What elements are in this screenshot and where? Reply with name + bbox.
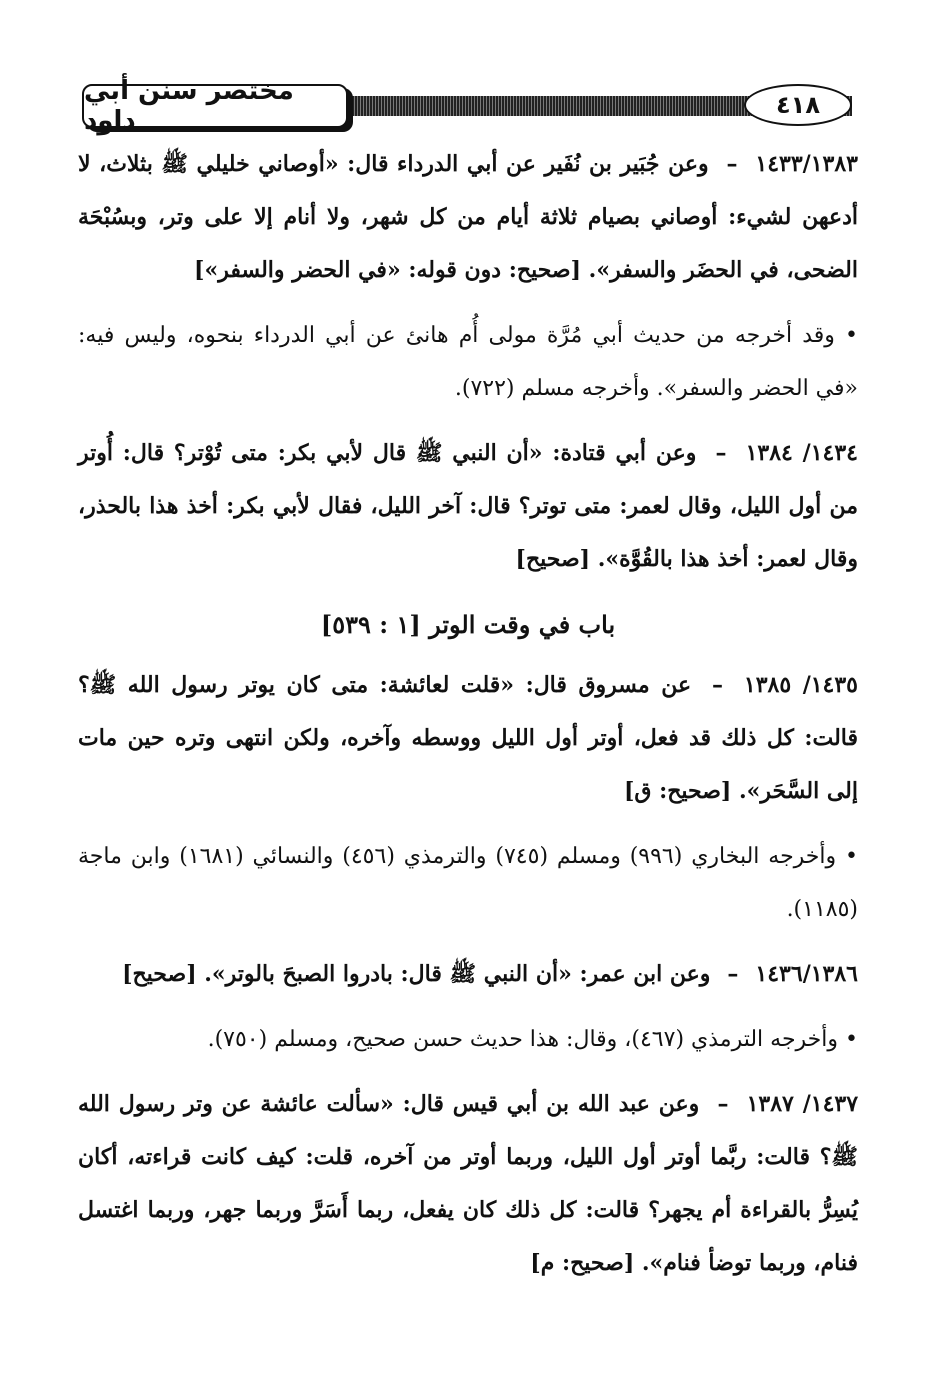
hadith-text: وعن عبد الله بن أبي قيس قال: «سألت عائشة عن وتر رسول الله ﷺ؟ قالت: ربَّما أوتر أول الليل، وربما أوتر من آخره، قلت: كيف كانت قراءته، أكان يُسِرُّ بالقراءة أم يجهر؟ قالت: كل ذلك كان يفعل، ربما أَسَرَّ وربما جهر، وربما اغتسل فنام، وربما توضأ فنام». [صحيح: م]: [78, 1091, 858, 1276]
takhrij-note-1436: • وأخرجه الترمذي (٤٦٧)، وقال: هذا حديث حسن صحيح، ومسلم (٧٥٠).: [207, 1027, 858, 1052]
dash: –: [717, 1091, 729, 1117]
hadith-1437: [78, 1078, 858, 1290]
book-title: مختصر سنن أبي داود: [82, 84, 348, 128]
hadith-text: وعن أبي قتادة: «أن النبي ﷺ قال لأبي بكر: متى تُوْتر؟ قال: أُوتر من أول الليل، وقال لعمر: متى توتر؟ قال: آخر الليل، فقال لأبي بكر: أخذ هذا بالحذر، وقال لعمر: أخذ هذا بالقُوَّة». [صحيح]: [78, 440, 858, 572]
dash: –: [715, 440, 727, 466]
dash: –: [712, 672, 723, 698]
hadith-text: عن مسروق قال: «قلت لعائشة: متى كان يوتر رسول الله ﷺ؟ قالت: كل ذلك قد فعل، أوتر أول الليل ووسطه وآخره، ولكن انتهى وتره حين مات إلى السَّحَر». [صحيح: ق]: [78, 672, 858, 804]
hadith-text: وعن جُبَير بن نُفَير عن أبي الدرداء قال: «أوصاني خليلي ﷺ بثلاث، لا أدعهن لشيء: أوصاني بصيام ثلاثة أيام من كل شهر، ولا أنام إلا على وتر، وبسُبْحَة الضحى، في الحضَر والسفر». [صحيح: دون قوله: «في الحضر والسفر»]: [78, 151, 858, 283]
hadith-number: ١٤٣٥/ ١٣٨٥: [743, 672, 858, 698]
hadith-1435: [78, 659, 858, 818]
hadith-1433: [78, 138, 858, 297]
dash: –: [726, 151, 738, 177]
hadith-number: ١٤٣٦/١٣٨٦: [755, 961, 858, 987]
dash: –: [727, 961, 739, 987]
hadith-1436: [78, 948, 858, 1001]
chapter-title: باب في وقت الوتر [١ : ٥٣٩]: [320, 610, 616, 639]
hadith-number: ١٤٣٧/ ١٣٨٧: [746, 1091, 859, 1117]
hadith-number: ١٤٣٣/١٣٨٣: [755, 151, 858, 177]
takhrij-note-1433: • وقد أخرجه من حديث أبي مُرَّة مولى أُم هانئ عن أبي الدرداء بنحوه، وليس فيه: «في الحضر والسفر». وأخرجه مسلم (٧٢٢).: [78, 323, 858, 401]
takhrij-note-1435: • وأخرجه البخاري (٩٩٦) ومسلم (٧٤٥) والترمذي (٤٥٦) والنسائي (١٦٨١) وابن ماجة (١١٨٥).: [78, 844, 858, 922]
page-header: [82, 76, 852, 136]
hadith-number: ١٤٣٤/ ١٣٨٤: [745, 440, 858, 466]
page-number: ٤١٨: [744, 84, 852, 126]
hadith-text: وعن ابن عمر: «أن النبي ﷺ قال: بادروا الصبحَ بالوتر». [صحيح]: [122, 961, 711, 987]
page-body: [78, 138, 858, 1302]
hadith-1434: [78, 427, 858, 586]
